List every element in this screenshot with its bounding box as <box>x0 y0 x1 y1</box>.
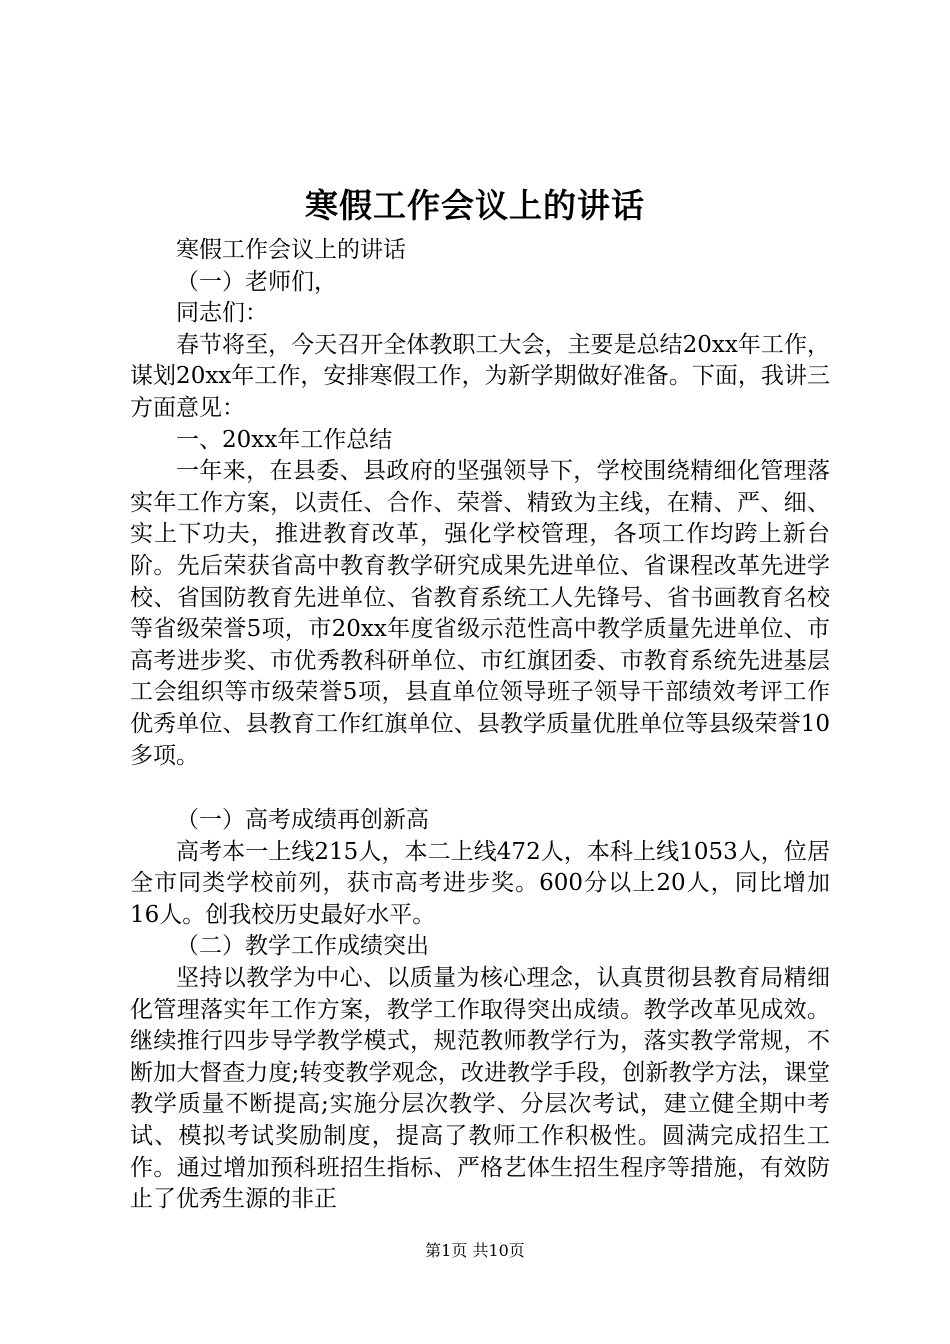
paragraph-teaching-results: 坚持以教学为中心、以质量为核心理念，认真贯彻县教育局精细化管理落实年工作方案，教学工作取得突出成绩。教学改革见成效。继续推行四步导学教学模式，规范教师教学行为，落实教学常规，不断加大督查力度;转变教学观念，改进教学手段，创新教学方法，课堂教学质量不断提高;实施分层次教学、分层次考试，建立健全期中考试、模拟考试奖励制度，提高了教师工作积极性。圆满完成招生工作。通过增加预科班招生指标、严格艺体生招生程序等措施，有效防止了优秀生源的非正 <box>130 965 830 1213</box>
paragraph-spacer <box>130 772 830 805</box>
document-title: 寒假工作会议上的讲话 <box>305 186 645 225</box>
paragraph-salutation-teachers: （一）老师们， <box>176 268 337 295</box>
paragraph-heading-repeat: 寒假工作会议上的讲话 <box>176 237 406 263</box>
document-body <box>130 235 830 1216</box>
paragraph-salutation-comrades: 同志们： <box>176 300 268 327</box>
page-number-footer: 第1页 共10页 <box>425 1241 525 1260</box>
paragraph-year-overview: 一年来，在县委、县政府的坚强领导下，学校围绕精细化管理落实年工作方案，以责任、合作、荣誉、精致为主线，在精、严、细、实上下功夫，推进教育改革，强化学校管理，各项工作均跨上新台阶。先后荣获省高中教育教学研究成果先进单位、省课程改革先进学校、省国防教育先进单位、省教育系统工人先锋号、省书画教育名校等省级荣誉5项，市20xx年度省级示范性高中教学质量先进单位、市高考进步奖、市优秀教科研单位、市红旗团委、市教育系统先进基层工会组织等市级荣誉5项，县直单位领导班子领导干部绩效考评工作优秀单位、县教育工作红旗单位、县教学质量优胜单位等县级荣誉10多项。 <box>130 458 830 769</box>
paragraph-gaokao-results: 高考本一上线215人，本二上线472人，本科上线1053人，位居全市同类学校前列，获市高考进步奖。600分以上20人，同比增加16人。创我校历史最好水平。 <box>130 838 830 928</box>
subheading-teaching: （二）教学工作成绩突出 <box>176 933 429 960</box>
subheading-gaokao: （一）高考成绩再创新高 <box>176 807 429 834</box>
paragraph-opening: 春节将至，今天召开全体教职工大会，主要是总结20xx年工作，谋划20xx年工作，安排寒假工作，为新学期做好准备。下面，我讲三方面意见： <box>130 331 830 421</box>
section-heading-summary: 一、20xx年工作总结 <box>176 426 393 453</box>
